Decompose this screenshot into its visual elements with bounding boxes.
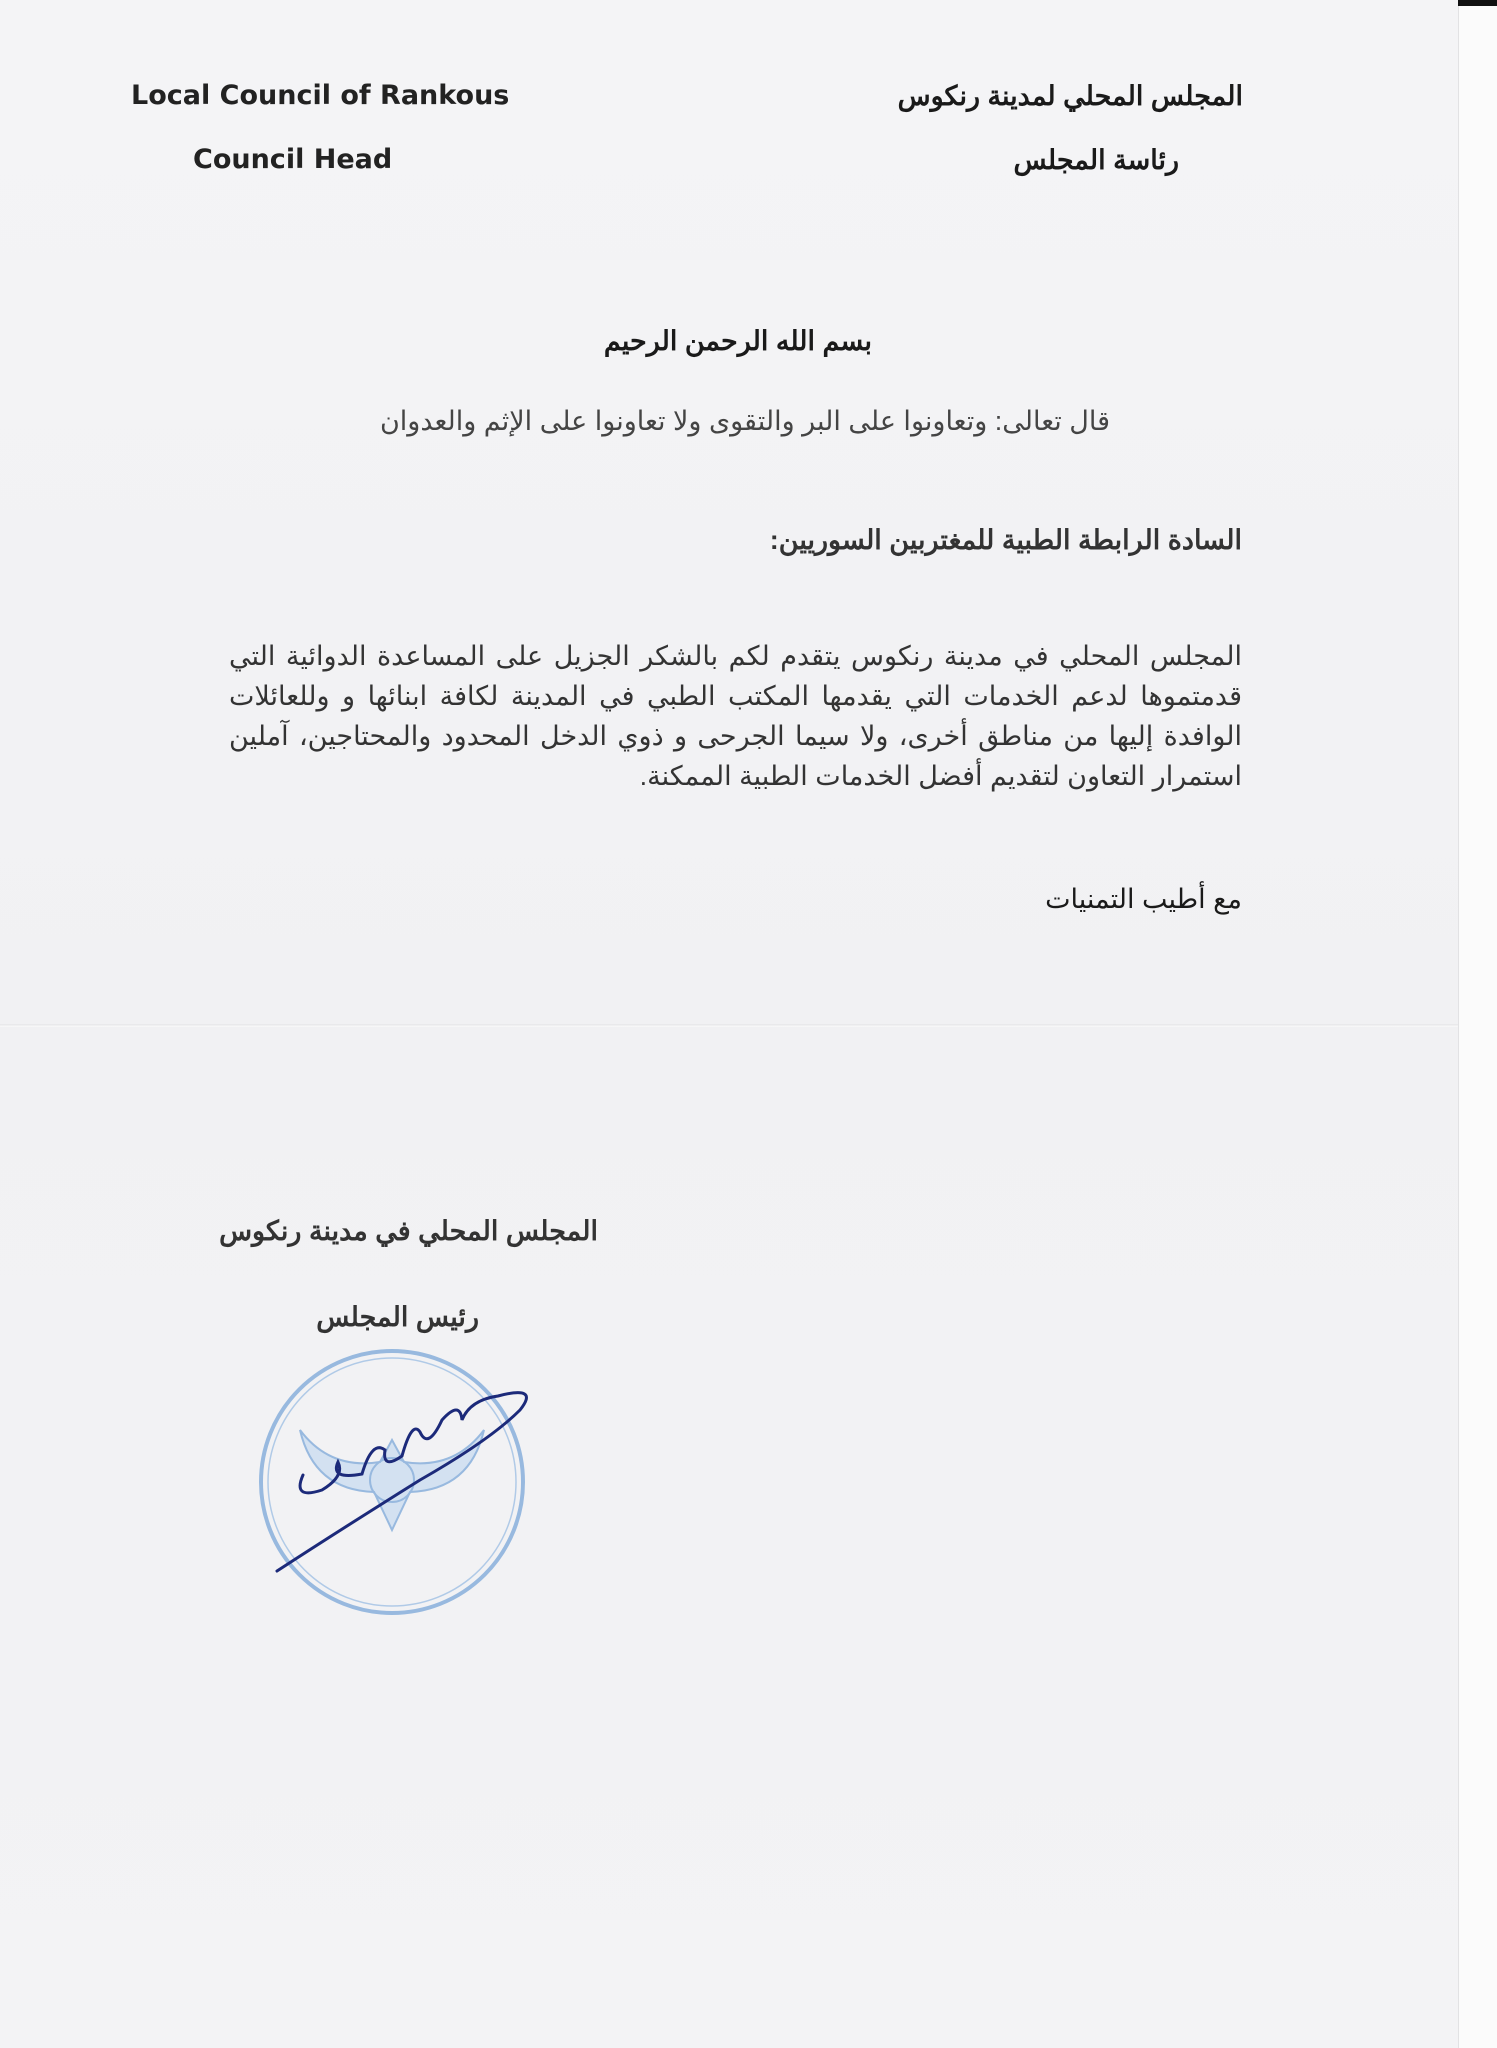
stamp-emblem-icon [300,1430,484,1530]
salutation: السادة الرابطة الطبية للمغتربين السوريين: [769,525,1242,555]
basmala: بسم الله الرحمن الرحيم [603,326,873,356]
header-title-ar: رئاسة المجلس [1013,145,1179,175]
header-org-ar: المجلس المحلي لمدينة رنكوس [897,81,1243,111]
header-org-en: Local Council of Rankous [131,80,510,111]
closing: مع أطيب التمنيات [1045,884,1242,914]
signature-title: رئيس المجلس [316,1302,479,1332]
signature-org: المجلس المحلي في مدينة رنكوس [219,1216,598,1246]
quote: قال تعالى: وتعاونوا على البر والتقوى ولا تعاونوا على الإثم والعدوان [379,406,1110,436]
header-title-en: Council Head [193,144,393,175]
letter-body: المجلس المحلي في مدينة رنكوس يتقدم لكم بالشكر الجزيل على المساعدة الدوائية التي قدمتموها لدعم الخدمات التي يقدمها المكتب الطبي في المدينة لكافة ابنائها و وللعائلات الوافدة إليها من مناطق أخرى، ولا سيما الجرحى و ذوي الدخل المحدود والمحتاجين، آملين استمرار التعاون لتقديم أفضل الخدمات الطبية الممكنة. [229,641,1242,791]
